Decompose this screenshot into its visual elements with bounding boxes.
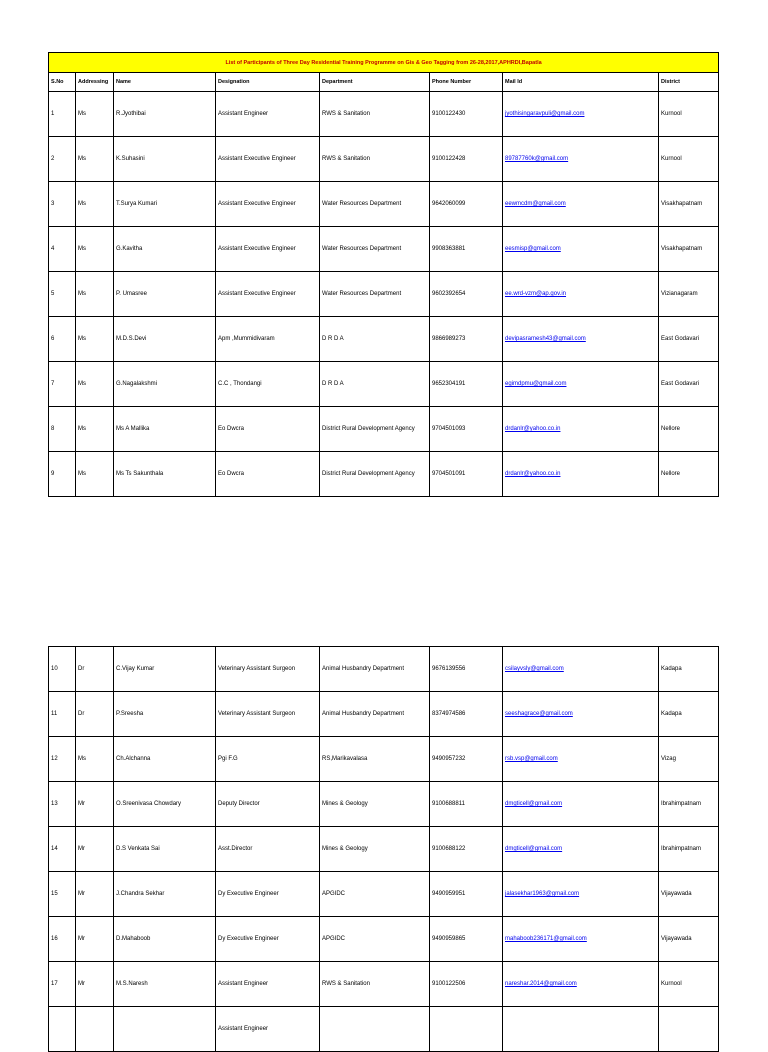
cell-addressing: [76, 1007, 114, 1052]
cell-phone: 9642060099: [430, 182, 503, 227]
header-sno: S.No: [49, 73, 76, 92]
cell-sno: 4: [49, 227, 76, 272]
cell-designation: C.C , Thondangi: [216, 362, 320, 407]
cell-district: Kurnool: [659, 962, 719, 1007]
cell-designation: Pgi F.G: [216, 737, 320, 782]
table-row: [49, 692, 719, 737]
cell-phone: 9100122428: [430, 137, 503, 182]
cell-addressing: Ms: [76, 227, 114, 272]
table-row: [49, 182, 719, 227]
cell-district: Ibrahimpatnam: [659, 782, 719, 827]
cell-sno: 14: [49, 827, 76, 872]
cell-mail: [503, 452, 659, 497]
cell-mail: [503, 92, 659, 137]
mail-link[interactable]: eewmcdm@gmail.com: [505, 201, 566, 207]
cell-district: Kurnool: [659, 137, 719, 182]
header-row: [49, 73, 719, 92]
cell-mail: [503, 182, 659, 227]
cell-name: J.Chandra Sekhar: [114, 872, 216, 917]
table-row: [49, 1007, 719, 1052]
cell-district: Vijayawada: [659, 872, 719, 917]
mail-link[interactable]: jyothisingaravpuli@gmail.com: [505, 111, 585, 117]
mail-link[interactable]: devipasramesh43@gmail.com: [505, 336, 586, 342]
cell-mail: [503, 227, 659, 272]
cell-department: RWS & Sanitation: [320, 137, 430, 182]
table-row: [49, 92, 719, 137]
header-designation: Designation: [216, 73, 320, 92]
cell-phone: 9652304191: [430, 362, 503, 407]
cell-mail: [503, 317, 659, 362]
cell-department: Water Resources Department: [320, 227, 430, 272]
cell-phone: 9100122430: [430, 92, 503, 137]
table-row: [49, 137, 719, 182]
mail-link[interactable]: eesmisp@gmail.com: [505, 246, 561, 252]
cell-department: D R D A: [320, 362, 430, 407]
table-row: [49, 737, 719, 782]
cell-mail: [503, 407, 659, 452]
mail-link[interactable]: ee.wrd-vzm@ap.gov.in: [505, 291, 567, 297]
header-district: District: [659, 73, 719, 92]
cell-phone: 9490959951: [430, 872, 503, 917]
cell-phone: 9908363881: [430, 227, 503, 272]
cell-mail: [503, 872, 659, 917]
cell-department: Water Resources Department: [320, 272, 430, 317]
table-row: [49, 872, 719, 917]
cell-phone: 9602392654: [430, 272, 503, 317]
cell-addressing: Dr: [76, 647, 114, 692]
cell-district: Kadapa: [659, 692, 719, 737]
cell-phone: 9866989273: [430, 317, 503, 362]
table-row: [49, 827, 719, 872]
cell-district: [659, 1007, 719, 1052]
table-row: [49, 917, 719, 962]
cell-sno: 2: [49, 137, 76, 182]
cell-addressing: Ms: [76, 737, 114, 782]
table-row: [49, 962, 719, 1007]
cell-sno: 7: [49, 362, 76, 407]
cell-name: D.S Venkata Sai: [114, 827, 216, 872]
cell-district: Ibrahimpatnam: [659, 827, 719, 872]
cell-mail: [503, 962, 659, 1007]
cell-addressing: Ms: [76, 452, 114, 497]
cell-mail: [503, 137, 659, 182]
cell-department: Water Resources Department: [320, 182, 430, 227]
cell-district: Kurnool: [659, 92, 719, 137]
cell-name: R.Jyothibai: [114, 92, 216, 137]
cell-department: RWS & Sanitation: [320, 962, 430, 1007]
cell-sno: 6: [49, 317, 76, 362]
cell-addressing: Mr: [76, 917, 114, 962]
cell-addressing: Ms: [76, 407, 114, 452]
cell-addressing: Mr: [76, 962, 114, 1007]
cell-mail: [503, 362, 659, 407]
cell-designation: Dy Executive Engineer: [216, 872, 320, 917]
cell-district: East Godavari: [659, 317, 719, 362]
cell-mail: [503, 827, 659, 872]
cell-addressing: Mr: [76, 827, 114, 872]
cell-phone: 9100688122: [430, 827, 503, 872]
cell-sno: 3: [49, 182, 76, 227]
cell-sno: 11: [49, 692, 76, 737]
cell-addressing: Ms: [76, 362, 114, 407]
cell-name: D.Mahaboob: [114, 917, 216, 962]
header-phone: Phone Number: [430, 73, 503, 92]
cell-addressing: Ms: [76, 137, 114, 182]
cell-sno: 12: [49, 737, 76, 782]
cell-name: G.Kavitha: [114, 227, 216, 272]
cell-designation: Apm ,Mummidivaram: [216, 317, 320, 362]
cell-sno: 16: [49, 917, 76, 962]
mail-link[interactable]: mahaboob236171@gmail.com: [505, 936, 587, 942]
cell-designation: Assistant Executive Engineer: [216, 272, 320, 317]
cell-name: [114, 1007, 216, 1052]
cell-sno: 9: [49, 452, 76, 497]
mail-link[interactable]: dmgticell@gmail.com: [505, 846, 563, 852]
cell-mail: [503, 737, 659, 782]
cell-department: [320, 1007, 430, 1052]
cell-department: APGIDC: [320, 917, 430, 962]
mail-link[interactable]: rsb.vsp@gmail.com: [505, 756, 558, 762]
cell-designation: Assistant Engineer: [216, 1007, 320, 1052]
header-department: Department: [320, 73, 430, 92]
mail-link[interactable]: dmgticell@gmail.com: [505, 801, 563, 807]
cell-phone: 9704501091: [430, 452, 503, 497]
cell-district: Visakhapatnam: [659, 182, 719, 227]
cell-phone: 9704501093: [430, 407, 503, 452]
table-row: [49, 227, 719, 272]
cell-sno: 1: [49, 92, 76, 137]
cell-name: O.Sreenivasa Chowdary: [114, 782, 216, 827]
cell-designation: Assistant Engineer: [216, 92, 320, 137]
cell-designation: Assistant Executive Engineer: [216, 137, 320, 182]
mail-link[interactable]: drdanlr@yahoo.co.in: [505, 426, 561, 432]
cell-designation: Eo Dwcra: [216, 407, 320, 452]
participants-table-part1: [48, 52, 719, 497]
cell-name: Ch.Alchanna: [114, 737, 216, 782]
cell-addressing: Ms: [76, 317, 114, 362]
cell-designation: Assistant Executive Engineer: [216, 182, 320, 227]
cell-phone: 8374974586: [430, 692, 503, 737]
cell-name: Ms A Mallika: [114, 407, 216, 452]
cell-district: Vijayawada: [659, 917, 719, 962]
table-row: [49, 782, 719, 827]
cell-name: C.Vijay Kumar: [114, 647, 216, 692]
header-mail: Mail Id: [503, 73, 659, 92]
cell-department: Animal Husbandry Department: [320, 692, 430, 737]
header-addressing: Addressing: [76, 73, 114, 92]
cell-designation: Eo Dwcra: [216, 452, 320, 497]
mail-link[interactable]: 89787760k@gmail.com: [505, 156, 569, 162]
cell-designation: Dy Executive Engineer: [216, 917, 320, 962]
cell-addressing: Mr: [76, 782, 114, 827]
cell-district: Nellore: [659, 452, 719, 497]
cell-department: Mines & Geology: [320, 827, 430, 872]
participants-table-part2: [48, 646, 719, 1052]
cell-district: Kadapa: [659, 647, 719, 692]
cell-addressing: Mr: [76, 872, 114, 917]
cell-sno: 5: [49, 272, 76, 317]
cell-designation: Asst.Director: [216, 827, 320, 872]
cell-mail: [503, 272, 659, 317]
cell-district: Vizianagaram: [659, 272, 719, 317]
table-row: [49, 647, 719, 692]
cell-designation: Deputy Director: [216, 782, 320, 827]
table-row: [49, 272, 719, 317]
cell-mail: [503, 782, 659, 827]
cell-mail: [503, 917, 659, 962]
cell-addressing: Ms: [76, 182, 114, 227]
cell-department: Mines & Geology: [320, 782, 430, 827]
header-name: Name: [114, 73, 216, 92]
cell-department: RS,Marikavalasa: [320, 737, 430, 782]
cell-name: M.S.Naresh: [114, 962, 216, 1007]
cell-district: Vizag: [659, 737, 719, 782]
cell-sno: 15: [49, 872, 76, 917]
cell-sno: 8: [49, 407, 76, 452]
cell-department: District Rural Development Agency: [320, 452, 430, 497]
cell-designation: Assistant Engineer: [216, 962, 320, 1007]
cell-phone: [430, 1007, 503, 1052]
table-row: [49, 362, 719, 407]
table-title: List of Participants of Three Day Residential Training Programme on Gis & Geo Tagging from 26-28,2017,APHRDI,Bapatla: [49, 53, 719, 73]
cell-name: G.Nagalakshmi: [114, 362, 216, 407]
cell-designation: Veterinary Assistant Surgeon: [216, 647, 320, 692]
cell-mail: [503, 647, 659, 692]
cell-department: District Rural Development Agency: [320, 407, 430, 452]
cell-addressing: Ms: [76, 272, 114, 317]
table-row: [49, 407, 719, 452]
table-row: [49, 317, 719, 362]
cell-department: APGIDC: [320, 872, 430, 917]
mail-link[interactable]: csilayvsly@gmail.com: [505, 666, 564, 672]
cell-sno: 13: [49, 782, 76, 827]
mail-link[interactable]: jalasekhar1963@gmail.com: [505, 891, 580, 897]
cell-addressing: Ms: [76, 92, 114, 137]
cell-name: K.Suhasini: [114, 137, 216, 182]
cell-department: D R D A: [320, 317, 430, 362]
cell-department: RWS & Sanitation: [320, 92, 430, 137]
mail-link[interactable]: egimdpmu@gmail.com: [505, 381, 567, 387]
mail-link[interactable]: nareshar.2014@gmail.com: [505, 981, 577, 987]
cell-name: P.Sreesha: [114, 692, 216, 737]
cell-designation: Veterinary Assistant Surgeon: [216, 692, 320, 737]
cell-district: East Godavari: [659, 362, 719, 407]
cell-sno: 17: [49, 962, 76, 1007]
cell-designation: Assistant Executive Engineer: [216, 227, 320, 272]
cell-name: Ms Ts Sakunthala: [114, 452, 216, 497]
cell-sno: 10: [49, 647, 76, 692]
mail-link[interactable]: drdanlr@yahoo.co.in: [505, 471, 561, 477]
cell-phone: 9100122506: [430, 962, 503, 1007]
cell-phone: 9676139556: [430, 647, 503, 692]
cell-mail: [503, 692, 659, 737]
cell-mail: [503, 1007, 659, 1052]
cell-name: P. Umasree: [114, 272, 216, 317]
cell-phone: 9490959865: [430, 917, 503, 962]
cell-phone: 9490957232: [430, 737, 503, 782]
cell-name: M.D.S.Devi: [114, 317, 216, 362]
cell-district: Visakhapatnam: [659, 227, 719, 272]
cell-district: Nellore: [659, 407, 719, 452]
mail-link[interactable]: seeshagrace@gmail.com: [505, 711, 573, 717]
cell-sno: [49, 1007, 76, 1052]
cell-department: Animal Husbandry Department: [320, 647, 430, 692]
cell-name: T.Surya Kumari: [114, 182, 216, 227]
cell-phone: 9100688811: [430, 782, 503, 827]
cell-addressing: Dr: [76, 692, 114, 737]
table-row: [49, 452, 719, 497]
